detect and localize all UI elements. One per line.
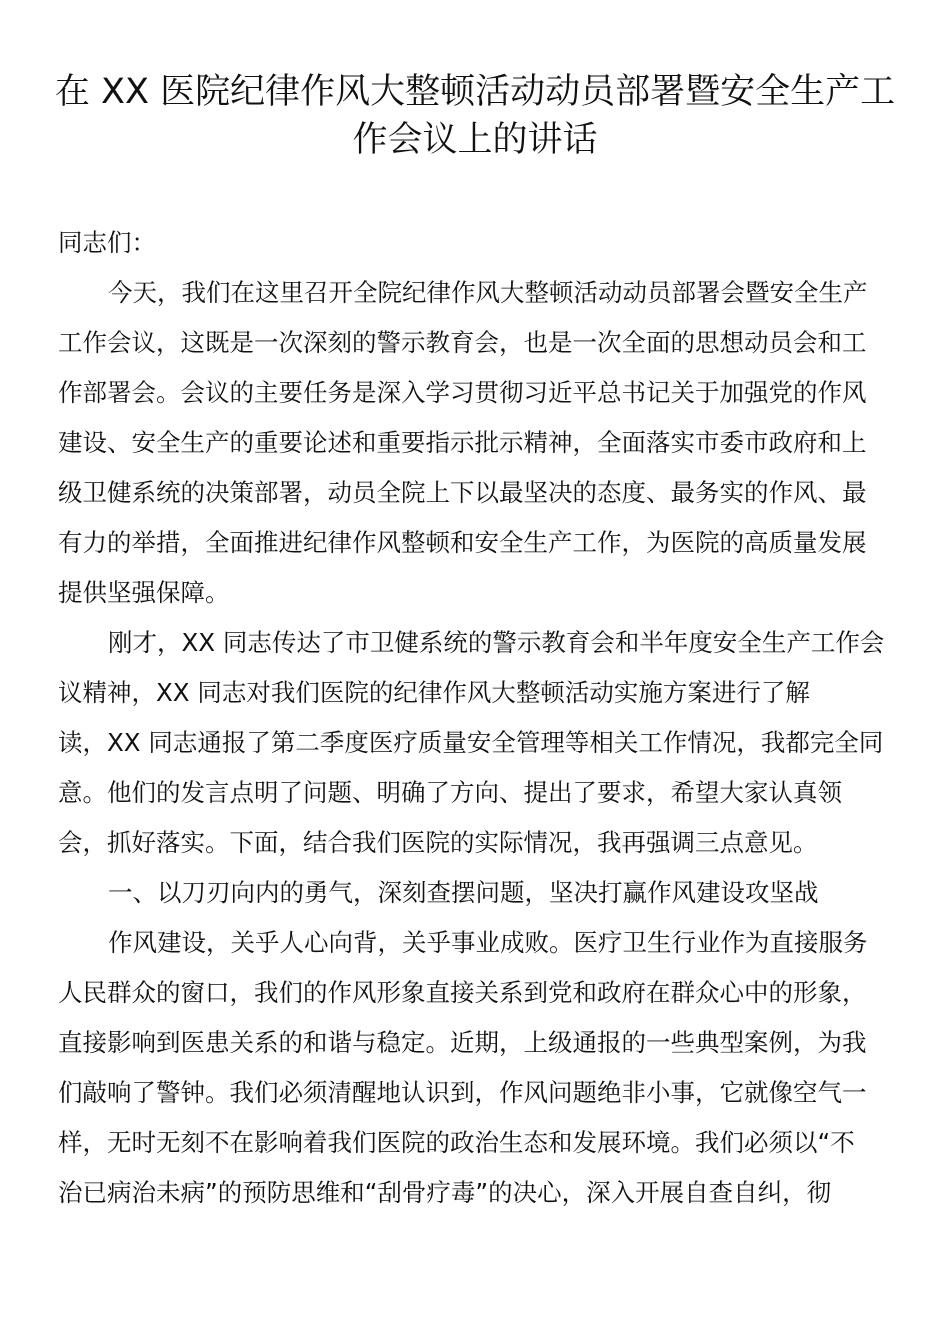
paragraph-reports (58, 618, 892, 868)
document-title (40, 68, 910, 164)
paragraph-opening (58, 268, 892, 618)
paragraph-line: 读，XX 同志通报了第二季度医疗质量安全管理等相关工作情况，我都完全同 (58, 728, 884, 757)
paragraph-line: 治已病治未病”的预防思维和“刮骨疗毒”的决心，深入开展自查自纠，彻 (58, 1178, 832, 1207)
paragraph-line: 今天，我们在这里召开全院纪律作风大整顿活动动员部署会暨安全生产 (108, 278, 868, 307)
salutation: 同志们： (58, 228, 156, 257)
paragraph-line: 们敲响了警钟。我们必须清醒地认识到，作风问题绝非小事，它就像空气一 (58, 1078, 867, 1107)
paragraph-line: 建设、安全生产的重要论述和重要指示批示精神，全面落实市委市政府和上 (58, 428, 867, 457)
title-line-2: 作会议上的讲话 (352, 120, 598, 160)
paragraph-line: 作风建设，关乎人心向背，关乎事业成败。医疗卫生行业作为直接服务 (108, 928, 868, 957)
paragraph-line: 刚才，XX 同志传达了市卫健系统的警示教育会和半年度安全生产工作会 (108, 628, 885, 657)
paragraph-line: 提供坚强保障。 (58, 578, 230, 607)
paragraph-line: 工作会议，这既是一次深刻的警示教育会，也是一次全面的思想动员会和工 (58, 328, 867, 357)
title-line-1: 在 XX 医院纪律作风大整顿活动动员部署暨安全生产工 (54, 72, 896, 112)
paragraph-line: 级卫健系统的决策部署，动员全院上下以最坚决的态度、最务实的作风、最 (58, 478, 867, 507)
paragraph-line: 直接影响到医患关系的和谐与稳定。近期，上级通报的一些典型案例，为我 (58, 1028, 867, 1057)
paragraph-line: 人民群众的窗口，我们的作风形象直接关系到党和政府在群众心中的形象， (58, 978, 867, 1007)
paragraph-line: 有力的举措，全面推进纪律作风整顿和安全生产工作，为医院的高质量发展 (58, 528, 867, 557)
document-body (58, 218, 892, 1218)
paragraph-line: 会，抓好落实。下面，结合我们医院的实际情况，我再强调三点意见。 (58, 828, 818, 857)
paragraph-line: 议精神，XX 同志对我们医院的纪律作风大整顿活动实施方案进行了解 (58, 678, 810, 707)
paragraph-line: 意。他们的发言点明了问题、明确了方向、提出了要求，希望大家认真领 (58, 778, 842, 807)
section-heading-1: 一、以刀刃向内的勇气，深刻查摆问题，坚决打赢作风建设攻坚战 (108, 878, 819, 907)
paragraph-line: 样，无时无刻不在影响着我们医院的政治生态和发展环境。我们必须以“不 (58, 1128, 855, 1157)
paragraph-work-style (58, 918, 892, 1218)
paragraph-line: 作部署会。会议的主要任务是深入学习贯彻习近平总书记关于加强党的作风 (58, 378, 867, 407)
